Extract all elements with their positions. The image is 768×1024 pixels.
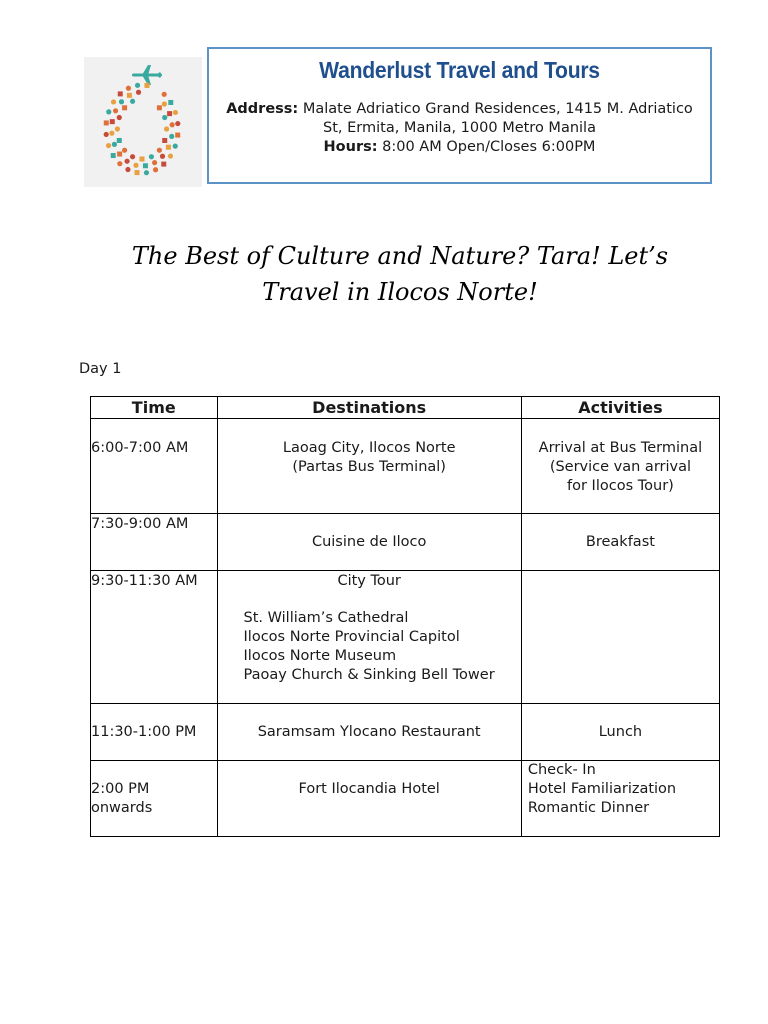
travel-icon — [157, 148, 162, 153]
time-text: 7:30-9:00 AM — [91, 516, 189, 532]
travel-icon — [162, 115, 167, 120]
time-cell — [91, 419, 218, 514]
itinerary-table — [90, 396, 720, 837]
day-label: Day 1 — [79, 361, 122, 377]
time-cell — [91, 761, 218, 837]
destination-cell — [217, 514, 521, 571]
company-name: Wanderlust Travel and Tours — [319, 57, 600, 83]
hours-label: Hours: — [323, 139, 378, 155]
travel-icon — [144, 170, 149, 175]
company-address — [209, 100, 710, 157]
table-row — [91, 571, 720, 704]
travel-icon — [127, 93, 132, 98]
activity-cell — [521, 571, 719, 704]
activity-text: for Ilocos Tour) — [567, 478, 674, 494]
travel-icon — [106, 143, 111, 148]
table-row — [91, 704, 720, 761]
destination-cell — [217, 704, 521, 761]
activity-text: Arrival at Bus Terminal — [538, 440, 703, 456]
travel-icon — [166, 145, 171, 150]
airplane-icon — [132, 65, 162, 85]
activity-cell — [521, 704, 719, 761]
destination-title: City Tour — [337, 573, 401, 589]
table-header-row — [91, 397, 720, 419]
activity-text: Hotel Familiarization — [527, 781, 677, 797]
travel-icon — [115, 126, 120, 131]
table-row — [91, 419, 720, 514]
destination-cell — [217, 761, 521, 837]
travel-icon — [122, 105, 127, 110]
destination-cell — [217, 419, 521, 514]
activity-cell — [521, 419, 719, 514]
travel-icon — [117, 161, 122, 166]
travel-icon — [136, 90, 141, 95]
travel-icon — [126, 86, 131, 91]
address-line-1 — [209, 100, 710, 119]
headline-line-2: Travel in Ilocos Norte! — [262, 278, 538, 306]
travel-icon — [168, 100, 173, 105]
travel-icon — [130, 154, 135, 159]
travel-icon — [117, 152, 122, 157]
travel-icon — [113, 108, 118, 113]
activity-text: (Service van arrival — [549, 459, 692, 475]
travel-icon — [162, 101, 167, 106]
travel-icon — [144, 83, 149, 88]
travel-icon — [175, 133, 180, 138]
travel-icon — [111, 99, 116, 104]
travel-icon — [164, 126, 169, 131]
travel-icon — [153, 167, 158, 172]
destination-text: Paoay Church & Sinking Bell Tower — [243, 667, 495, 683]
activity-text: Check- In — [527, 762, 596, 778]
travel-icon — [167, 111, 172, 116]
destination-cell — [217, 571, 521, 704]
travel-icon — [125, 167, 130, 172]
travel-wreath-logo — [84, 57, 202, 187]
time-cell — [91, 704, 218, 761]
activity-text: Romantic Dinner — [527, 800, 650, 816]
time-text: 6:00-7:00 AM — [91, 440, 189, 456]
activity-text: Lunch — [598, 724, 643, 740]
travel-icon — [157, 105, 162, 110]
activity-cell — [521, 761, 719, 837]
hours-value: 8:00 AM Open/Closes 6:00PM — [382, 139, 596, 155]
destination-text: Fort Ilocandia Hotel — [298, 781, 440, 797]
travel-icon — [112, 142, 117, 147]
travel-icon — [110, 119, 115, 124]
destination-text: Laoag City, Ilocos Norte — [282, 440, 456, 456]
time-text: 11:30-1:00 PM — [91, 724, 197, 740]
travel-icon — [173, 144, 178, 149]
time-text: onwards — [91, 800, 153, 816]
company-info-box — [207, 47, 712, 184]
table-row — [91, 761, 720, 837]
time-text: 2:00 PM — [91, 781, 150, 797]
travel-icon — [162, 138, 167, 143]
travel-icon — [149, 154, 154, 159]
address-label: Address: — [226, 101, 299, 117]
travel-icon — [122, 148, 127, 153]
travel-icon — [111, 153, 116, 158]
activity-cell — [521, 514, 719, 571]
destination-text: (Partas Bus Terminal) — [292, 459, 446, 475]
activity-text: Breakfast — [585, 534, 655, 550]
travel-icon — [160, 154, 165, 159]
hours-line — [209, 138, 710, 157]
travel-icon — [130, 99, 135, 104]
travel-icon — [168, 153, 173, 158]
time-cell — [91, 571, 218, 704]
table-row — [91, 514, 720, 571]
travel-icon — [119, 99, 124, 104]
destination-text: Cuisine de Iloco — [311, 534, 427, 550]
travel-icon — [104, 132, 109, 137]
header-time: Time — [91, 397, 218, 419]
travel-icon — [133, 163, 138, 168]
travel-icon — [106, 109, 111, 114]
travel-icon — [104, 120, 109, 125]
travel-icon — [140, 157, 145, 162]
header-destinations: Destinations — [217, 397, 521, 419]
travel-icon — [109, 131, 114, 136]
destination-text: St. William’s Cathedral — [243, 610, 409, 626]
travel-icon — [173, 110, 178, 115]
header-activities: Activities — [521, 397, 719, 419]
travel-icon — [118, 91, 123, 96]
travel-icon — [124, 159, 129, 164]
travel-icon — [170, 122, 175, 127]
travel-icon — [161, 162, 166, 167]
travel-icon — [117, 138, 122, 143]
destination-text: Saramsam Ylocano Restaurant — [257, 724, 481, 740]
destination-text: Ilocos Norte Provincial Capitol — [243, 629, 460, 645]
company-logo — [84, 57, 202, 187]
time-text: 9:30-11:30 AM — [91, 573, 198, 589]
travel-icon — [152, 160, 157, 165]
page-headline — [100, 238, 700, 310]
travel-icon — [169, 134, 174, 139]
travel-icon — [162, 92, 167, 97]
travel-icon — [143, 163, 148, 168]
address-line-2: St, Ermita, Manila, 1000 Metro Manila — [323, 120, 596, 136]
travel-icon — [117, 115, 122, 120]
destination-text: Ilocos Norte Museum — [243, 648, 397, 664]
travel-icon — [135, 170, 140, 175]
time-cell — [91, 514, 218, 571]
spacer — [218, 591, 521, 609]
address-line-1-text: Malate Adriatico Grand Residences, 1415 M. Adriatico — [302, 101, 693, 117]
travel-icon — [175, 121, 180, 126]
travel-icon — [135, 83, 140, 88]
headline-line-1: The Best of Culture and Nature? Tara! Let’s — [131, 242, 669, 270]
